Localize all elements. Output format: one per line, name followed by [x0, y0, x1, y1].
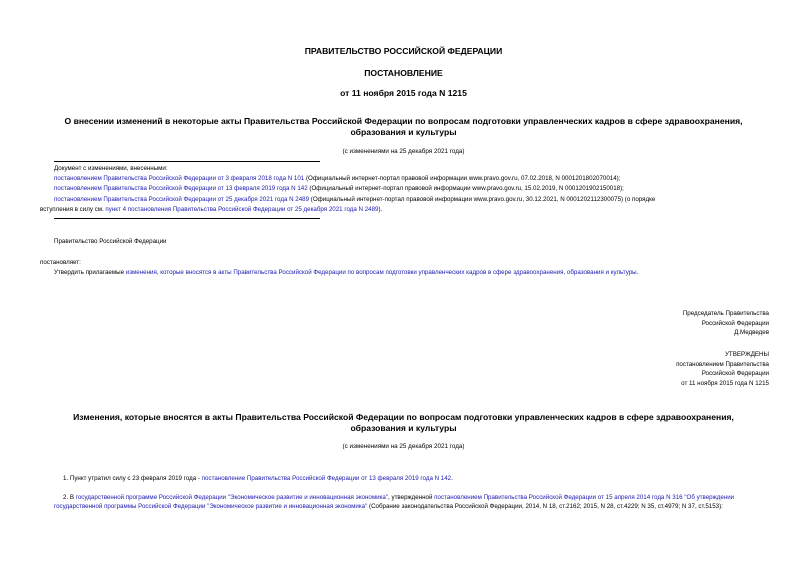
repeal-link[interactable]: постановление Правительства Российской Федерации от 13 февраля 2019 года N 142 — [201, 475, 452, 482]
change-source: (Официальный интернет-портал правовой информации www.pravo.gov.ru, 07.02.2018, N 0001201802070014); — [304, 175, 621, 182]
doc-type-heading: ПОСТАНОВЛЕНИЕ — [364, 68, 443, 78]
section-title — [40, 412, 767, 434]
decides-text: постановляет: — [40, 259, 81, 266]
change-item — [54, 184, 624, 193]
org-heading: ПРАВИТЕЛЬСТВО РОССИЙСКОЙ ФЕДЕРАЦИИ — [304, 46, 503, 56]
effective-date-link[interactable]: пункт 4 постановления Правительства Российской Федерации от 25 декабря 2021 года N 2489 — [105, 206, 379, 213]
section-title-line2: образования и культуры — [350, 423, 457, 433]
amendments-link[interactable]: изменения, которые вносятся в акты Правительства Российской Федерации по вопросам подготовки управленческих кадров в сфере здравоохранения, образования и культуры — [125, 269, 637, 276]
section-title-line1: Изменения, которые вносятся в акты Правительства Российской Федерации по вопросам подготовки управленческих кадров в сфере здравоохранения, — [73, 412, 734, 422]
section-revision-note: (с изменениями на 25 декабря 2021 года) — [342, 443, 465, 450]
change-link-2489[interactable]: постановлением Правительства Российской Федерации от 25 декабря 2021 года N 2489 — [54, 196, 310, 203]
doc-title-line2: образования и культуры — [350, 127, 457, 137]
change-source: (Официальный интернет-портал правовой информации www.pravo.gov.ru, 15.02.2019, N 0001201902150018); — [307, 185, 624, 192]
change-link-142[interactable]: постановлением Правительства Российской Федерации от 13 февраля 2019 года N 142 — [54, 185, 308, 192]
approve-paragraph: Утвердить прилагаемые изменения, которые вносятся в акты Правительства Российской Федерации по вопросам подготовки управленческих кадров в сфере здравоохранения, образования и культуры. — [54, 269, 639, 276]
doc-title — [40, 116, 767, 138]
signature-block — [560, 309, 769, 338]
doc-title-line1: О внесении изменений в некоторые акты Правительства Российской Федерации по вопросам подготовки управленческих кадров в сфере здравоохранения, — [64, 116, 743, 126]
resolution-316-link[interactable]: постановлением Правительства Российской Федерации от 15 апреля 2014 года N 316 "Об утверждении государственной программы Российской Федерации "Экономическое развитие и инновационная экономика" — [54, 494, 735, 510]
state-program-link[interactable]: государственной программе Российской Федерации "Экономическое развитие и инновационная экономика" — [75, 494, 389, 501]
point-2: 2. В государственной программе Российской Федерации "Экономическое развитие и инновационная экономика", утвержденной постановлением Правительства Российской Федерации от 15 апреля 2014 года N 316 "Об утверждении государственной программы Российской Федерации "Экономическое развитие и инновационная экономика" (Собрание законодательства Российской Федерации, 2014, N 18, ст.2162; 2015, N 28, ст.4229; N 35, ст.4979; N 37, ст.5153): — [54, 494, 735, 510]
point-1: 1. Пункт утратил силу с 23 февраля 2019 года - постановление Правительства Российской Федерации от 13 февраля 2019 года N 142. — [63, 475, 453, 482]
signature-line: Председатель Правительства — [682, 310, 769, 317]
signature-name: Д.Медведев — [734, 329, 769, 336]
change-item — [54, 195, 655, 204]
change-link-101[interactable]: постановлением Правительства Российской Федерации от 3 февраля 2018 года N 101 — [54, 175, 305, 182]
approval-stamp — [560, 350, 769, 388]
approval-line: постановлением Правительства — [676, 360, 769, 368]
changes-intro: Документ с изменениями, внесенными: — [54, 165, 168, 172]
approval-line: Российской Федерации — [701, 370, 769, 377]
change-item-continuation: вступления в силу см. пункт 4 постановления Правительства Российской Федерации от 25 декабря 2021 года N 2489). — [40, 206, 383, 213]
changes-bottom-rule — [54, 218, 320, 219]
signature-line: Российской Федерации — [701, 319, 769, 327]
doc-date-number: от 11 ноября 2015 года N 1215 — [340, 88, 467, 98]
revision-note: (с изменениями на 25 декабря 2021 года) — [342, 148, 465, 155]
changes-top-rule — [54, 161, 320, 162]
approval-line: от 11 ноября 2015 года N 1215 — [681, 379, 769, 387]
approval-line: УТВЕРЖДЕНЫ — [725, 351, 769, 358]
government-text: Правительство Российской Федерации — [54, 238, 167, 245]
change-item — [54, 174, 620, 183]
change-source: (Официальный интернет-портал правовой информации www.pravo.gov.ru, 30.12.2021, N 0001202112300075) (о порядке — [309, 196, 656, 203]
